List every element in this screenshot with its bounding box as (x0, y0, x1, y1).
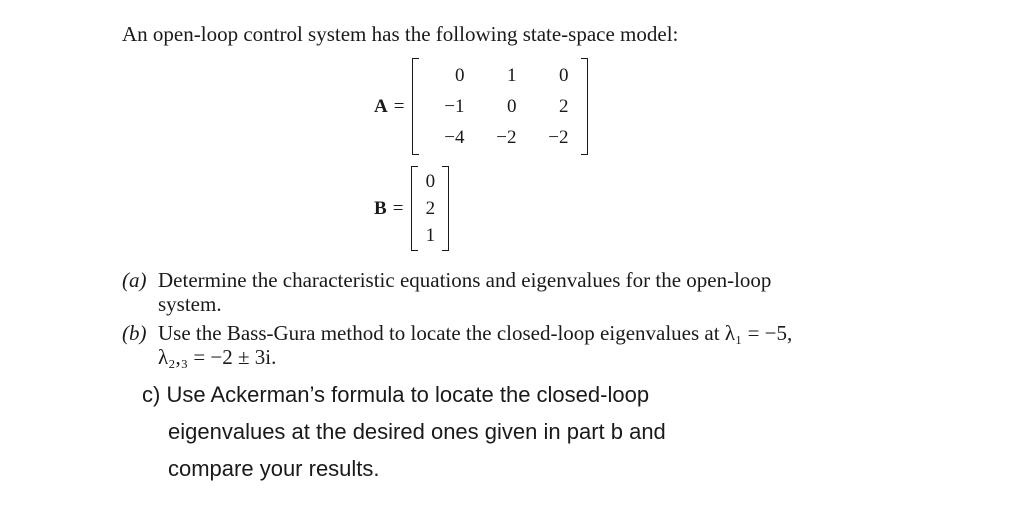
part-c-line2: eigenvalues at the desired ones given in part b and (168, 419, 666, 444)
matrix-a-cell: −1 (444, 95, 465, 117)
part-c (142, 376, 782, 487)
matrix-a-cell: 0 (454, 64, 465, 86)
part-a-tag: (a) (122, 268, 147, 292)
matrix-b-label: B (374, 197, 387, 219)
part-a-line1: Determine the characteristic equations and eigenvalues for the open-loop (158, 268, 772, 292)
matrix-a-cell: −2 (548, 126, 569, 148)
matrix-a-cell: 0 (558, 64, 569, 86)
part-a-line2: system. (158, 292, 222, 316)
matrix-a-cell: −2 (496, 126, 517, 148)
matrix-b-equation (374, 166, 449, 251)
matrix-b-cell: 2 (425, 197, 436, 219)
part-b-tag: (b) (122, 321, 147, 345)
part-b-line2: λ₂,₃ = −2 ± 3i. (158, 345, 277, 369)
matrix-b-cell: 0 (425, 170, 436, 192)
matrix-a-equals: = (393, 95, 405, 117)
matrix-b-equals: = (392, 197, 404, 219)
part-b-line1: Use the Bass-Gura method to locate the closed-loop eigenvalues at λ₁ = −5, (158, 321, 793, 345)
matrix-b (411, 166, 449, 251)
part-c-line3: compare your results. (168, 456, 380, 481)
problem-intro: An open-loop control system has the following state-space model: (122, 22, 679, 46)
part-b (122, 321, 862, 369)
matrix-a-equation (374, 58, 588, 155)
matrix-a-cell: 2 (558, 95, 569, 117)
matrix-a-cell: 1 (506, 64, 517, 86)
part-a (122, 268, 862, 316)
matrix-a-cell: −4 (444, 126, 465, 148)
matrix-b-cell: 1 (425, 224, 436, 246)
part-c-line1: c) Use Ackerman’s formula to locate the closed-loop (142, 382, 650, 407)
matrix-a (412, 58, 588, 155)
matrix-a-cell: 0 (506, 95, 517, 117)
matrix-a-label: A (374, 95, 388, 117)
